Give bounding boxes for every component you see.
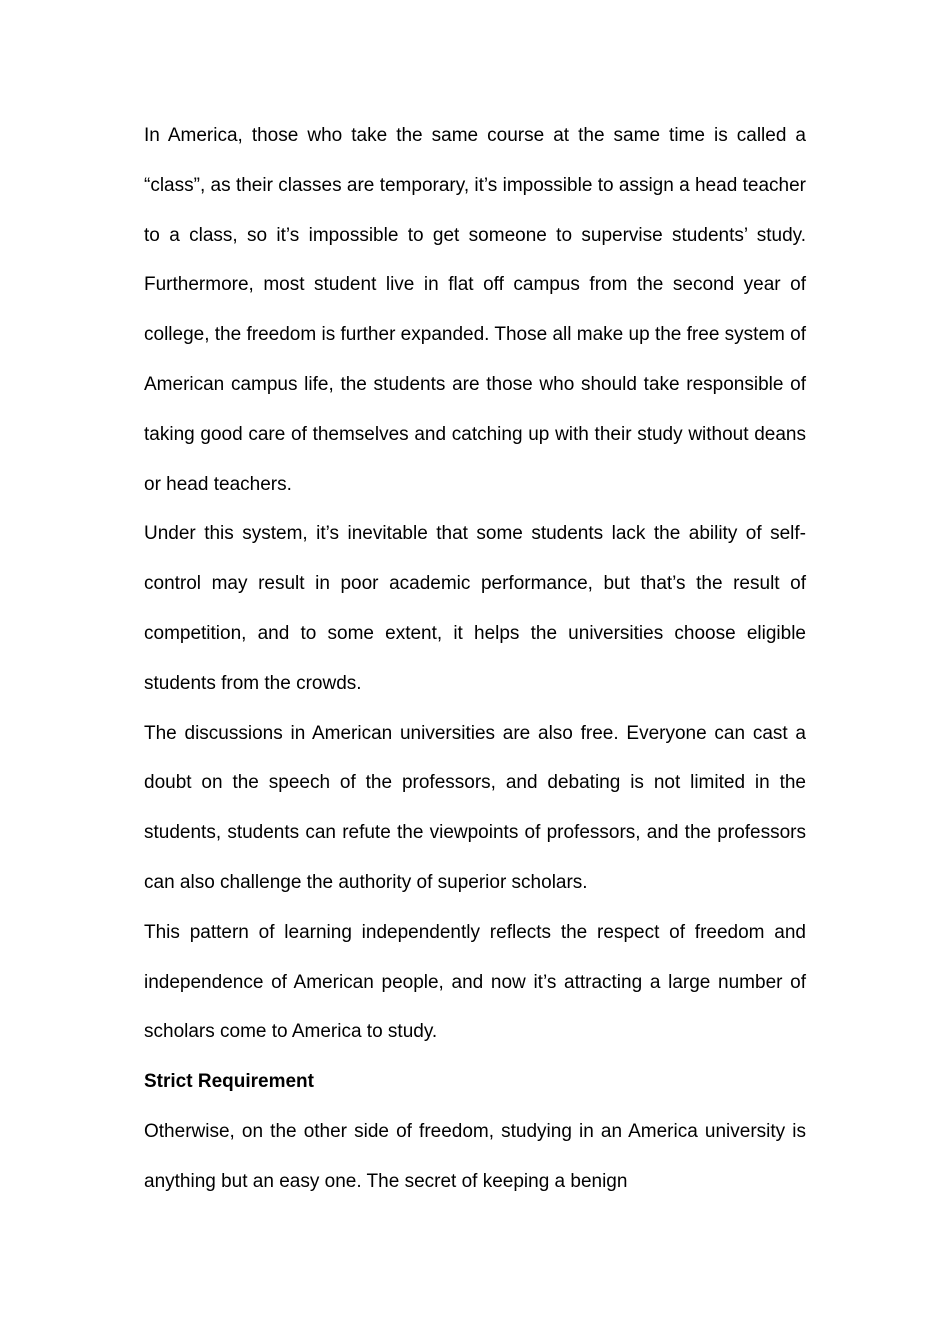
paragraph-discussions: The discussions in American universities are also free. Everyone can cast a doubt on the speech of the professors, and debating is not limited in the students, students can refute the viewpoints of professors, and the professors can also challenge the authority of superior scholars. — [144, 722, 806, 893]
paragraph-class-system: In America, those who take the same course at the same time is called a “class”, as their classes are temporary, it’s impossible to assign a head teacher to a class, so it’s impossible to get someone to supervise students’ study. Furthermore, most student live in flat off campus from the second year of college, the freedom is further expanded. Those all make up the free system of American campus life, the students are those who should take responsible of taking good care of themselves and catching up with their study without deans or head teachers. — [144, 125, 806, 495]
paragraph-self-control: Under this system, it’s inevitable that some students lack the ability of self-control may result in poor academic performance, but that’s the result of competition, and to some extent, it helps the universities choose eligible students from the crowds. — [144, 523, 806, 694]
paragraph-independence: This pattern of learning independently reflects the respect of freedom and independence of American people, and now it’s attracting a large number of scholars come to America to study. — [144, 921, 806, 1043]
document-body — [144, 111, 806, 1207]
section-heading: Strict Requirement — [144, 1071, 314, 1093]
paragraph-otherwise: Otherwise, on the other side of freedom, studying in an America university is anything but an easy one. The secret of keeping a benign — [144, 1120, 806, 1192]
